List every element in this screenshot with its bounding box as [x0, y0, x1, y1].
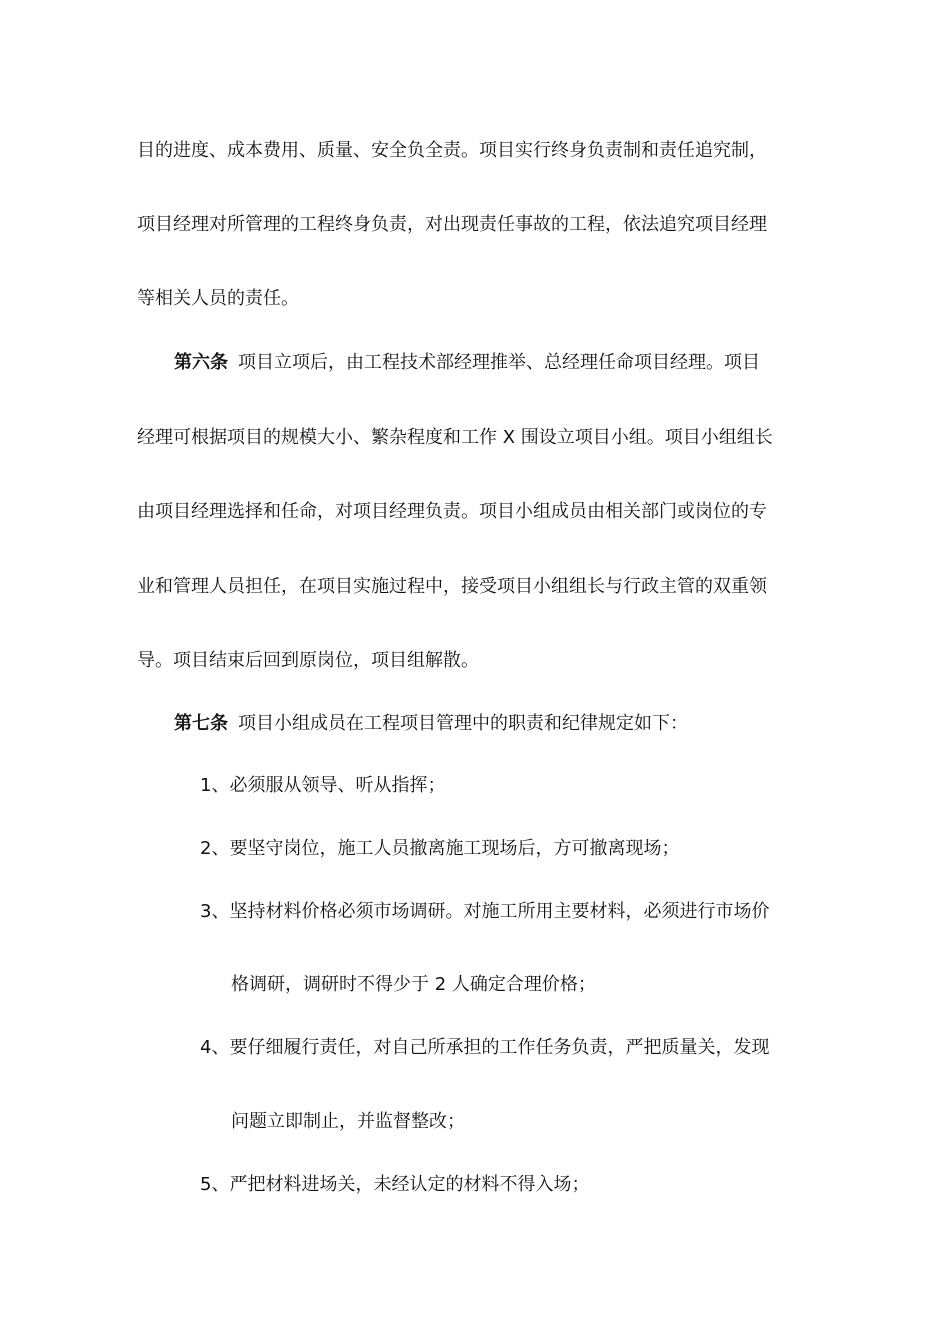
paragraph-line: 业和管理人员担任，在项目实施过程中，接受项目小组组长与行政主管的双重领: [137, 576, 767, 597]
list-item: [200, 1173, 880, 1197]
paragraph-line: 等相关人员的责任。: [137, 288, 299, 309]
article-6-text: 项目立项后，由工程技术部经理推举、总经理任命项目经理。项目: [238, 352, 760, 373]
list-item-continuation: 问题立即制止，并监督整改；: [231, 1111, 465, 1132]
list-item: [200, 900, 880, 924]
list-item: [200, 1036, 880, 1060]
item-text: 要仔细履行责任，对自己所承担的工作任务负责，严把质量关，发现: [229, 1037, 770, 1058]
article-7-text: 项目小组成员在工程项目管理中的职责和纪律规定如下：: [238, 713, 688, 734]
paragraph-line: 经理可根据项目的规模大小、繁杂程度和工作 X 围设立项目小组。项目小组组长: [137, 427, 773, 448]
item-text: 坚持材料价格必须市场调研。对施工所用主要材料，必须进行市场价: [229, 901, 770, 922]
item-text: 严把材料进场关，未经认定的材料不得入场；: [229, 1174, 590, 1195]
item-number: 5、: [200, 1174, 230, 1195]
article-7-first-line: [174, 712, 854, 736]
paragraph-line: 项目经理对所管理的工程终身负责，对出现责任事故的工程，依法追究项目经理: [137, 214, 767, 235]
paragraph-line: 导。项目结束后回到原岗位，项目组解散。: [137, 650, 479, 671]
item-number: 2、: [200, 838, 230, 859]
list-item: [200, 774, 880, 798]
article-6-heading: 第六条: [174, 352, 228, 373]
item-number: 4、: [200, 1037, 230, 1058]
paragraph-line: 由项目经理选择和任命，对项目经理负责。项目小组成员由相关部门或岗位的专: [137, 501, 767, 522]
article-6-first-line: [174, 351, 854, 375]
item-number: 1、: [200, 775, 230, 796]
list-item-continuation: 格调研，调研时不得少于 2 人确定合理价格；: [231, 974, 596, 995]
paragraph-line: 目的进度、成本费用、质量、安全负全责。项目实行终身负责制和责任追究制，: [137, 140, 767, 161]
article-7-heading: 第七条: [174, 713, 228, 734]
list-item: [200, 837, 880, 861]
item-number: 3、: [200, 901, 230, 922]
item-text: 必须服从领导、听从指挥；: [229, 775, 446, 796]
item-text: 要坚守岗位，施工人员撤离施工现场后，方可撤离现场；: [229, 838, 680, 859]
